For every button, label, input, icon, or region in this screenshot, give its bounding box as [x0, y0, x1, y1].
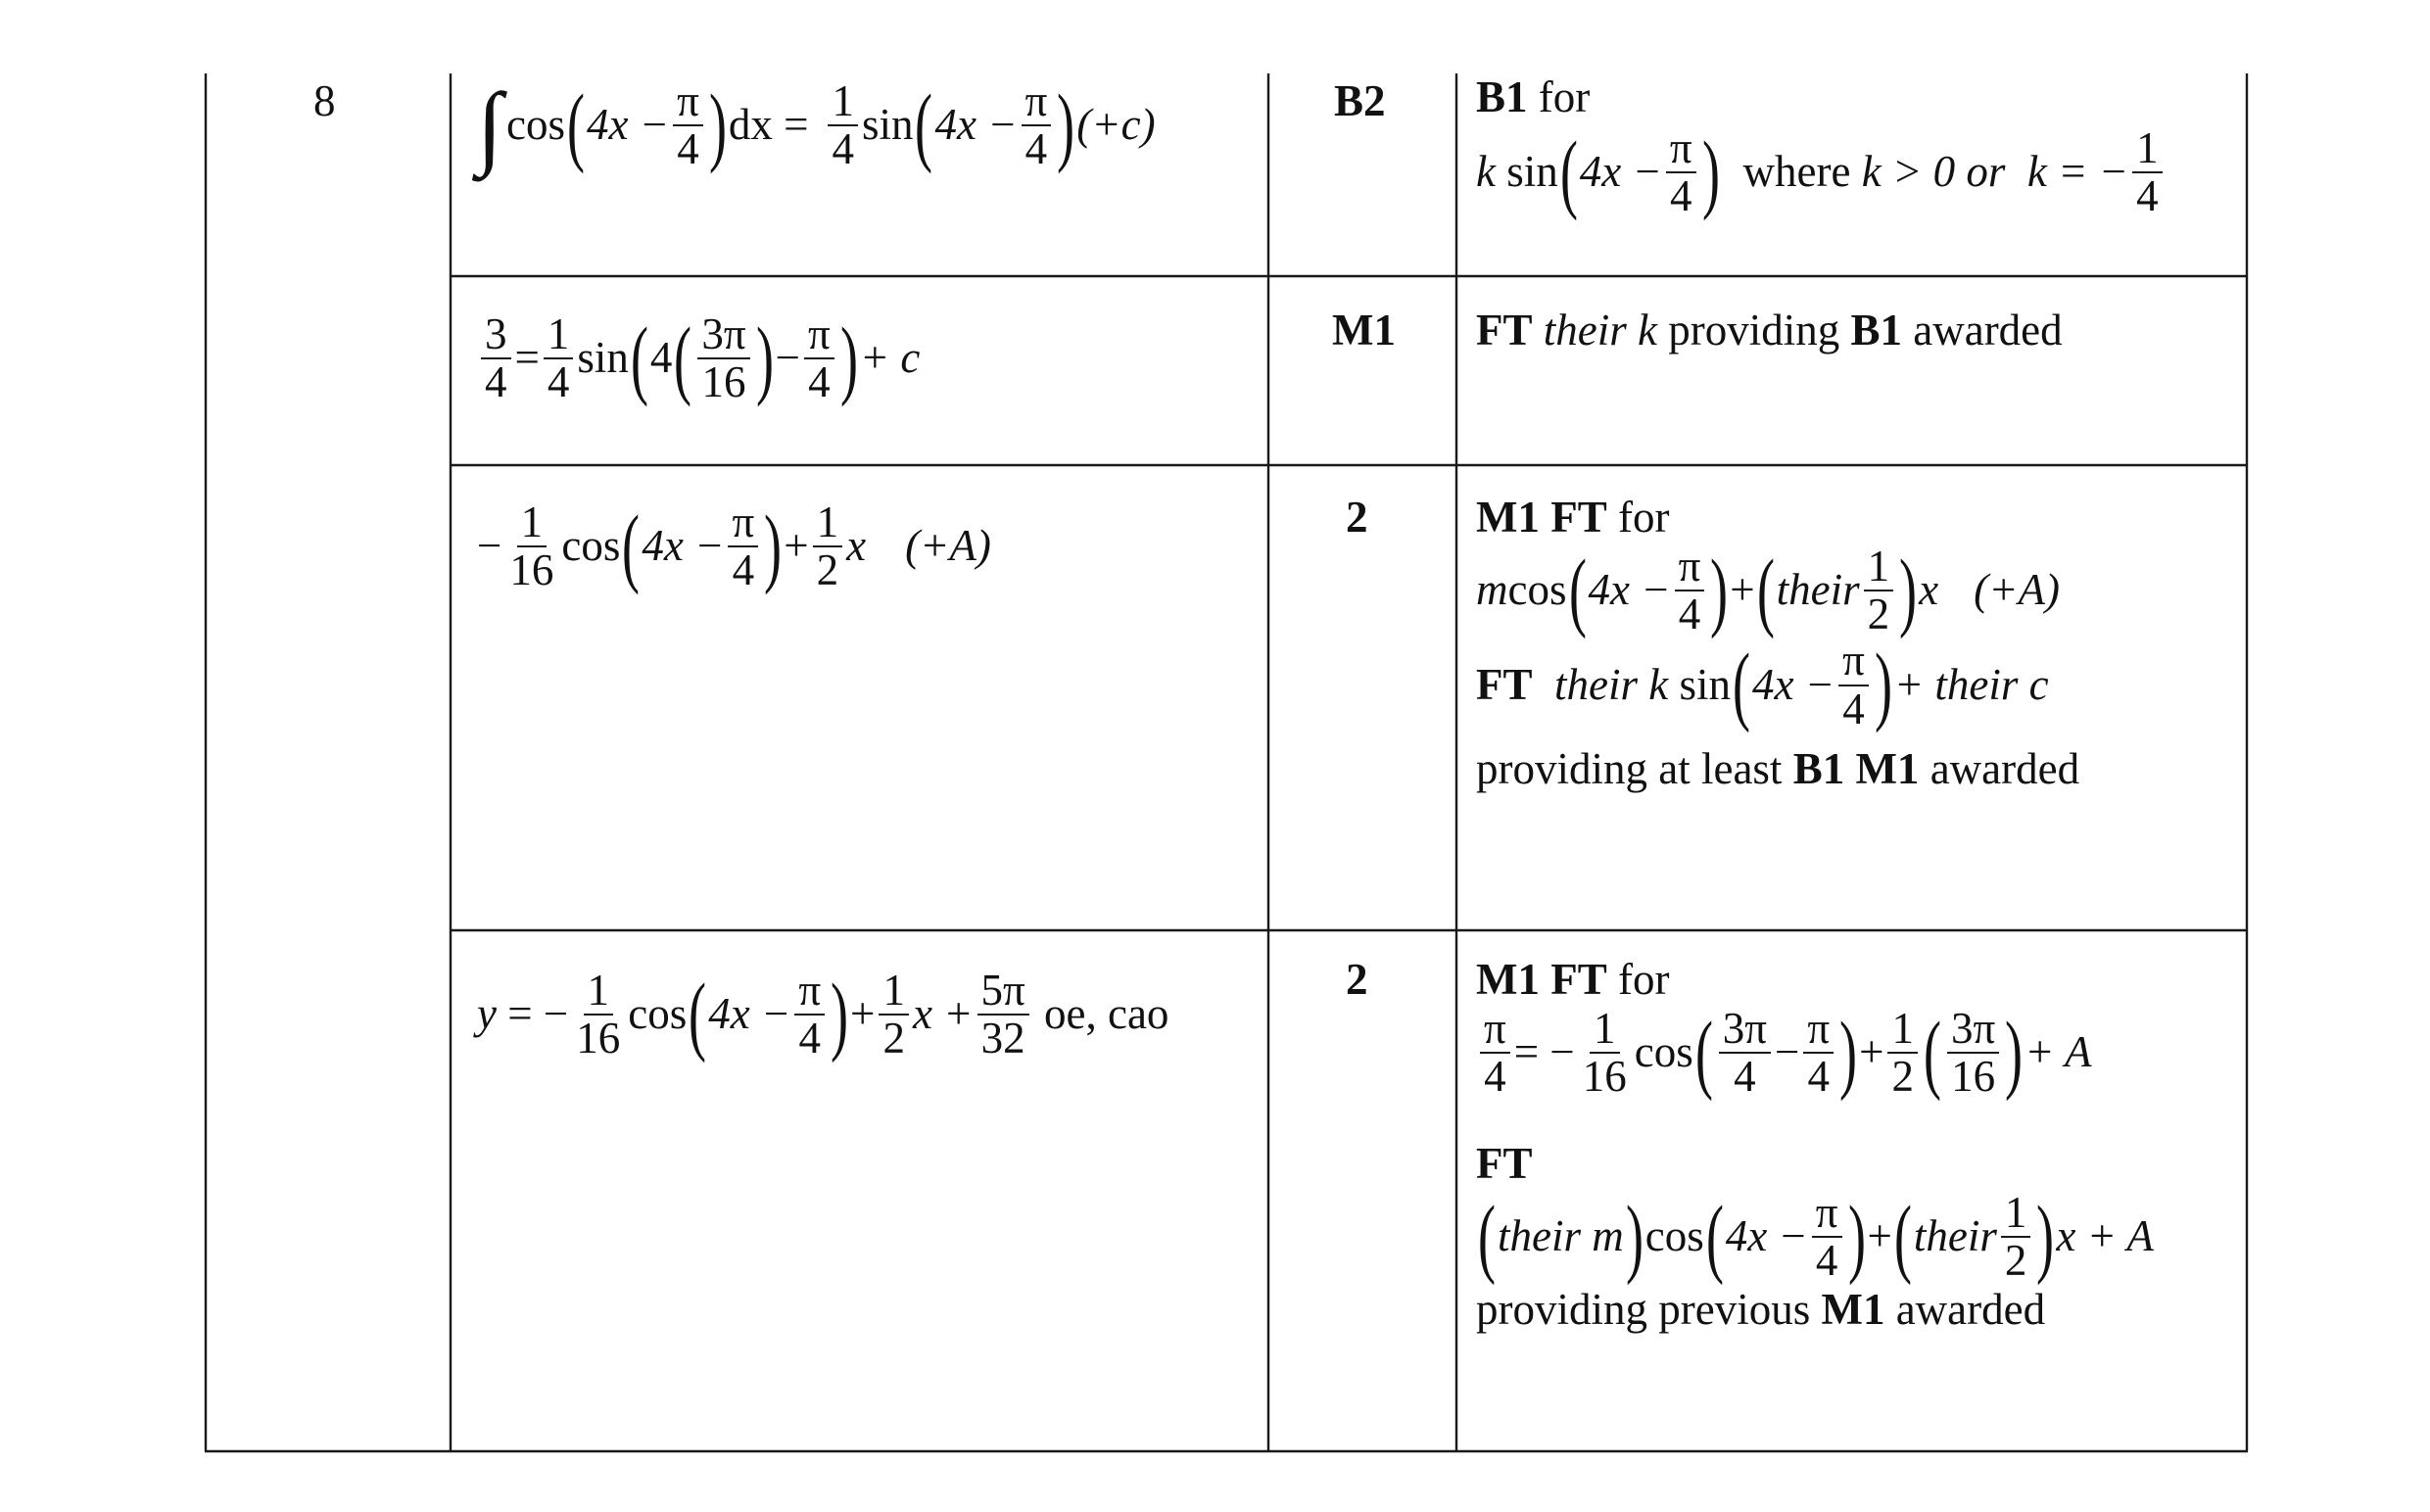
dx: dx =	[728, 100, 809, 150]
guidance-row-1: B1 for k sin ( 4x − $\frac{\pi}{4}$ ) where k > 0 or k = − $\frac{1}{4}$	[1476, 72, 2167, 219]
arg: 4x −	[934, 100, 1018, 150]
guidance-row-3: M1 FT for m cos ( 4x − $\frac{\pi}{4}$ ) + ( their $\frac{1}{2}$ ) x (+A) FT their k sin ( 4x − $\frac{\pi}{4}$ ) + their c providing at least B1 M1 awarded	[1476, 493, 2080, 793]
marks-row-3: 2	[1346, 493, 1368, 542]
answer-row-4: y = − $\frac{1}{16}$ cos ( 4x − $\frac{\pi}{4}$ ) + $\frac{1}{2}$ x + $\frac{5\pi}{32}$ oe, cao	[477, 966, 1169, 1063]
integral-sign: ∫	[477, 72, 503, 177]
cos-fn: cos	[506, 100, 566, 150]
sin-fn: sin	[861, 100, 914, 150]
guidance-row-4: M1 FT for $\frac{\pi}{4}$ = − $\frac{1}{16}$ cos ( $\frac{3\pi}{4}$ − $\frac{\pi}{4}$ ) + $\frac{1}{2}$ ( $\frac{3\pi}{16}$ ) + A FT ( their m ) cos ( 4x − $\frac{\pi}{4}$ ) + ( their $\frac{1}{2}$ ) x + A providing previous M1 awarded	[1476, 955, 2154, 1334]
pi-over-4: $\frac{\pi}{4}$	[673, 78, 703, 173]
answer-row-3: − $\frac{1}{16}$ cos ( 4x − $\frac{\pi}{4}$ ) + $\frac{1}{2}$ x (+A)	[477, 497, 991, 595]
one-over-4: $\frac{1}{4}$	[828, 78, 858, 173]
marks-row-4: 2	[1346, 955, 1368, 1004]
guidance-row-2: FT their k providing B1 awarded	[1476, 306, 2063, 354]
marks-row-2: M1	[1332, 306, 1396, 354]
arg: 4x −	[587, 100, 670, 150]
pi-over-4: $\frac{\pi}{4}$	[1022, 78, 1052, 173]
answer-row-1: ∫ cos ( 4x − $\frac{\pi}{4}$ ) dx = $\frac{1}{4}$ sin ( 4x − $\frac{\pi}{4}$ ) (+c)	[477, 72, 1156, 177]
question-number: 8	[313, 76, 336, 125]
plus-c: (+c)	[1076, 100, 1156, 150]
answer-row-2: $\frac{3}{4}$ = $\frac{1}{4}$ sin ( 4 ( $\frac{3\pi}{16}$ ) − $\frac{\pi}{4}$ ) + c	[477, 311, 920, 406]
marks-row-1: B2	[1334, 76, 1386, 125]
